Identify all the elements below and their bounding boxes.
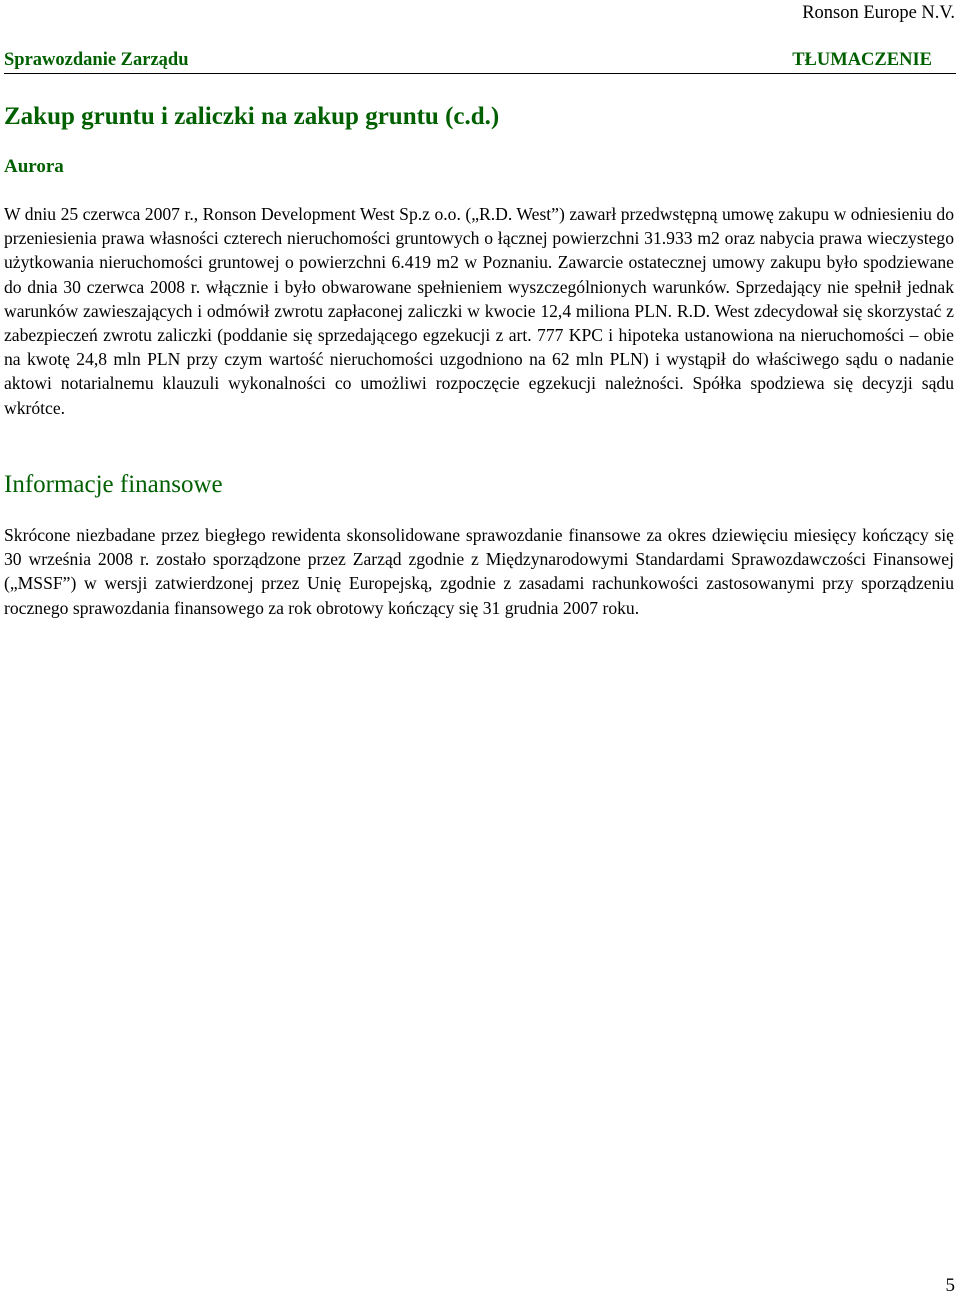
page-number: 5 [945,1275,955,1296]
company-name: Ronson Europe N.V. [802,3,955,23]
page-header [4,49,956,74]
subheading-aurora: Aurora [4,156,64,177]
paragraph-aurora: W dniu 25 czerwca 2007 r., Ronson Development West Sp.z o.o. („R.D. West”) zawarł przedwstępną umowę zakupu w odniesieniu do przeniesienia prawa własności czterech nieruchomości gruntowych o łącznej powierzchni 31.933 m2 oraz nabycia prawa wieczystego użytkowania nieruchomości gruntowej o powierzchni 6.419 m2 w Poznaniu. Zawarcie ostatecznej umowy zakupu było spodziewane do dnia 30 czerwca 2008 r. włącznie i było obwarowane spełnieniem wyszczególnionych warunków. Sprzedający nie spełnił jednak warunków zawieszających i odmówił zwrotu zapłaconej zaliczki w kwocie 12,4 miliona PLN. R.D. West zdecydował się skorzystać z zabezpieczeń zwrotu zaliczki (poddanie się sprzedającego egzekucji z art. 777 KPC i hipoteka ustanowiona na nieruchomości – obie na kwotę 24,8 mln PLN przy czym wartość nieruchomości uzgodniono na 62 mln PLN) i wystąpił do właściwego sądu o nadanie aktowi notarialnemu klauzuli wykonalności co umożliwi rozpoczęcie egzekucji należności. Spółka spodziewa się decyzji sądu wkrótce. [4,204,954,418]
section-heading-financial-information: Informacje finansowe [4,471,223,498]
section-heading-land-purchase: Zakup gruntu i zaliczki na zakup gruntu (c.d.) [4,103,500,130]
translation-label: TŁUMACZENIE [792,50,932,70]
report-title: Sprawozdanie Zarządu [4,50,189,70]
paragraph-financial-information: Skrócone niezbadane przez biegłego rewidenta skonsolidowane sprawozdanie finansowe za okres dziewięciu miesięcy kończący się 30 września 2008 r. zostało sporządzone przez Zarząd zgodnie z Międzynarodowymi Standardami Sprawozdawczości Finansowej („MSSF”) w wersji zatwierdzonej przez Unię Europejską, zgodnie z zasadami rachunkowości zastosowanymi przy sporządzeniu rocznego sprawozdania finansowego za rok obrotowy kończący się 31 grudnia 2007 roku. [4,525,954,618]
